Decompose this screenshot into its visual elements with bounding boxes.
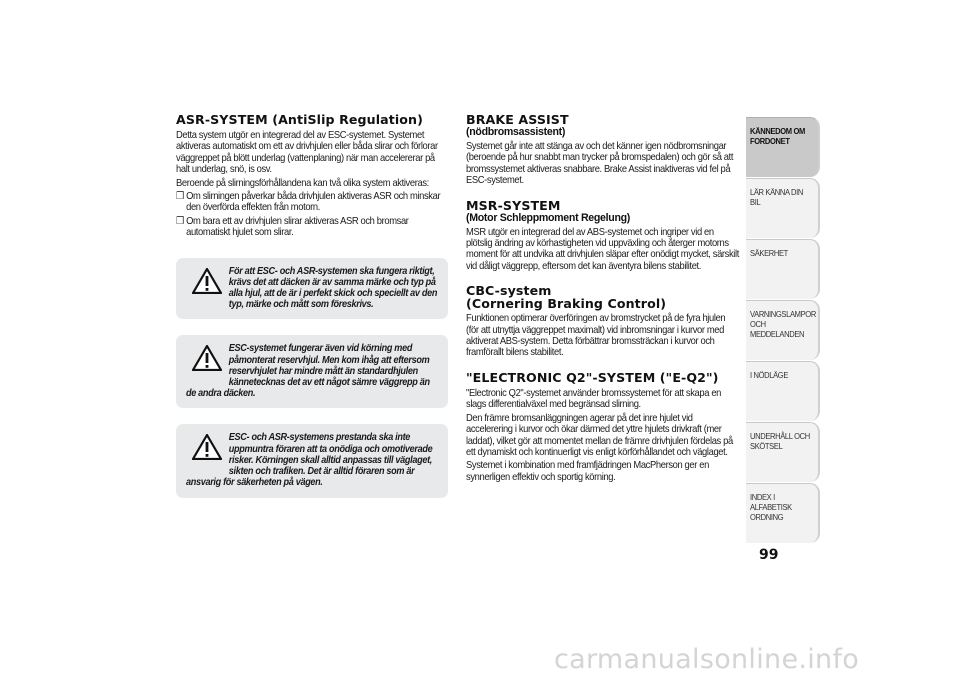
- warning-text-1: För att ESC- och ASR-systemen ska fungera riktigt, krävs det att däcken är av samma märke och typ på alla hjul, att de är i perfekt skick och speciellt av den typ, märke och mått som föreskrivs.: [228, 265, 438, 311]
- tab-i-nodlage[interactable]: [746, 361, 820, 421]
- cbc-paragraph: Funktionen optimerar överföringen av bromstrycket på de fyra hjulen (för att utnyttja väggreppet maximalt) vid inbromsningar i kurvor med aktiverat ABS-system. Detta förbättrar bromssträckan i kurvor och framförallt bilens stabilitet.: [466, 313, 726, 359]
- eq2-paragraph-2: Den främre bromsanläggningen agerar på det inre hjulet vid accelerering i kurvor och ökar därmed det yttre hjulets drivkraft (mer laddat), vilket gör att momentet mellan de främre drivhjulen fördelas på ett dynamiskt och kontinuerligt vis enligt körförhållandet och väglaget.: [466, 412, 733, 458]
- eq2-paragraph-1: "Electronic Q2"-systemet använder bromssystemet för att skapa en slags differentialväxel med begränsad slirning.: [466, 387, 722, 411]
- tab-label: I NÖDLÄGE: [750, 370, 789, 380]
- tab-underhall-och-skotsel[interactable]: [746, 422, 820, 482]
- warning-text-3: ESC- och ASR-systemens prestanda ska inte uppmuntra föraren att ta onödiga och omotiverade risker. Körningen skall alltid anpassas till väglaget, sikten och trafiken. Det är alltid föraren som är ansvarig för säkerheten på vägen.: [186, 432, 433, 489]
- eq2-heading: "ELECTRONIC Q2"-SYSTEM ("E-Q2"): [466, 369, 719, 385]
- tab-label: VARNINGSLAMPOR OCH MEDDELANDEN: [750, 309, 816, 339]
- cbc-heading-line-2: (Cornering Braking Control): [466, 296, 667, 312]
- warning-box-1: [176, 258, 448, 320]
- asr-bullet-2: [176, 216, 448, 239]
- tab-index[interactable]: [746, 483, 820, 543]
- tab-label: LÄR KÄNNA DIN BIL: [750, 187, 804, 207]
- tab-label: UNDERHÅLL OCH SKÖTSEL: [750, 431, 810, 451]
- warning-text-2: ESC-systemet fungerar även vid körning med påmonterat reservhjul. Men kom ihåg att eftersom reservhjulet har mindre mått än standardhjulen kännetecknas det av ett något sämre väggrepp än de andra däcken.: [186, 343, 430, 400]
- tab-varningslampor[interactable]: [746, 300, 820, 360]
- asr-bullet-1: [176, 191, 448, 214]
- watermark: carmanualsonline.info: [554, 644, 860, 675]
- tab-sakerhet[interactable]: [746, 239, 820, 299]
- msr-subheading: (Motor Schleppmoment Regelung): [466, 211, 631, 224]
- asr-paragraph-2: Beroende på slirningsförhållandena kan två olika system aktiveras:: [176, 177, 429, 189]
- checkbox-bullet-icon: ❒: [176, 215, 184, 227]
- left-column: [176, 108, 448, 498]
- brake-assist-subheading: (nödbromsassistent): [466, 126, 566, 138]
- tab-label: INDEX I ALFABETISK ORDNING: [750, 492, 792, 522]
- page-number: 99: [759, 547, 779, 563]
- asr-paragraph-1: Detta system utgör en integrerad del av ESC-systemet. Systemet aktiveras automatiskt om ett av drivhjulen eller båda slirar och förlorar väggreppet på blött underlag (vattenplaning) när man accelererar på halt underlag, snö, is osv.: [176, 130, 438, 176]
- brake-assist-paragraph: Systemet går inte att stänga av och det känner igen nödbromsningar (beroende på hur snabbt man trycker på bromspedalen) och gör så att bromssystemet aktiveras snabbare. Brake Assist inaktiveras vid fel på ESC-systemet.: [466, 141, 734, 187]
- asr-heading: ASR-SYSTEM (AntiSlip Regulation): [176, 112, 423, 127]
- tab-kannedom-om-fordonet[interactable]: [746, 117, 820, 177]
- msr-paragraph: MSR utgör en integrerad del av ABS-systemet och ingriper vid en plötslig ändring av körhastigheten vid uppväxling och återger motorns moment för att undvika att drivhjulen släpar efter onödigt mycket, särskilt vid dåligt väggrepp, eftersom det kan äventyra bilens stabilitet.: [466, 226, 739, 272]
- asr-bullet-2-text: Om bara ett av drivhjulen slirar aktiveras ASR och bromsar automatiskt hjulet som slirar.: [186, 215, 409, 239]
- checkbox-bullet-icon: ❒: [176, 191, 184, 203]
- tab-lar-kanna-din-bil[interactable]: [746, 178, 820, 238]
- msr-heading: MSR-SYSTEM: [466, 197, 561, 213]
- middle-column: [466, 108, 740, 483]
- brake-assist-heading: BRAKE ASSIST: [466, 112, 569, 127]
- cbc-heading-line-1: CBC-system: [466, 283, 552, 299]
- eq2-paragraph-3: Systemet i kombination med framfjädringen MacPherson ger en synnerligen effektiv och sportig körning.: [466, 460, 709, 483]
- asr-bullet-1-text: Om slirningen påverkar båda drivhjulen aktiveras ASR och minskar den överförda effekten från motorn.: [186, 191, 441, 214]
- tab-label: SÄKERHET: [750, 248, 788, 258]
- tab-label: KÄNNEDOM OM FORDONET: [750, 126, 805, 146]
- warning-box-3: [176, 424, 448, 497]
- warning-box-2: [176, 335, 448, 408]
- chapter-tabs: [746, 117, 820, 543]
